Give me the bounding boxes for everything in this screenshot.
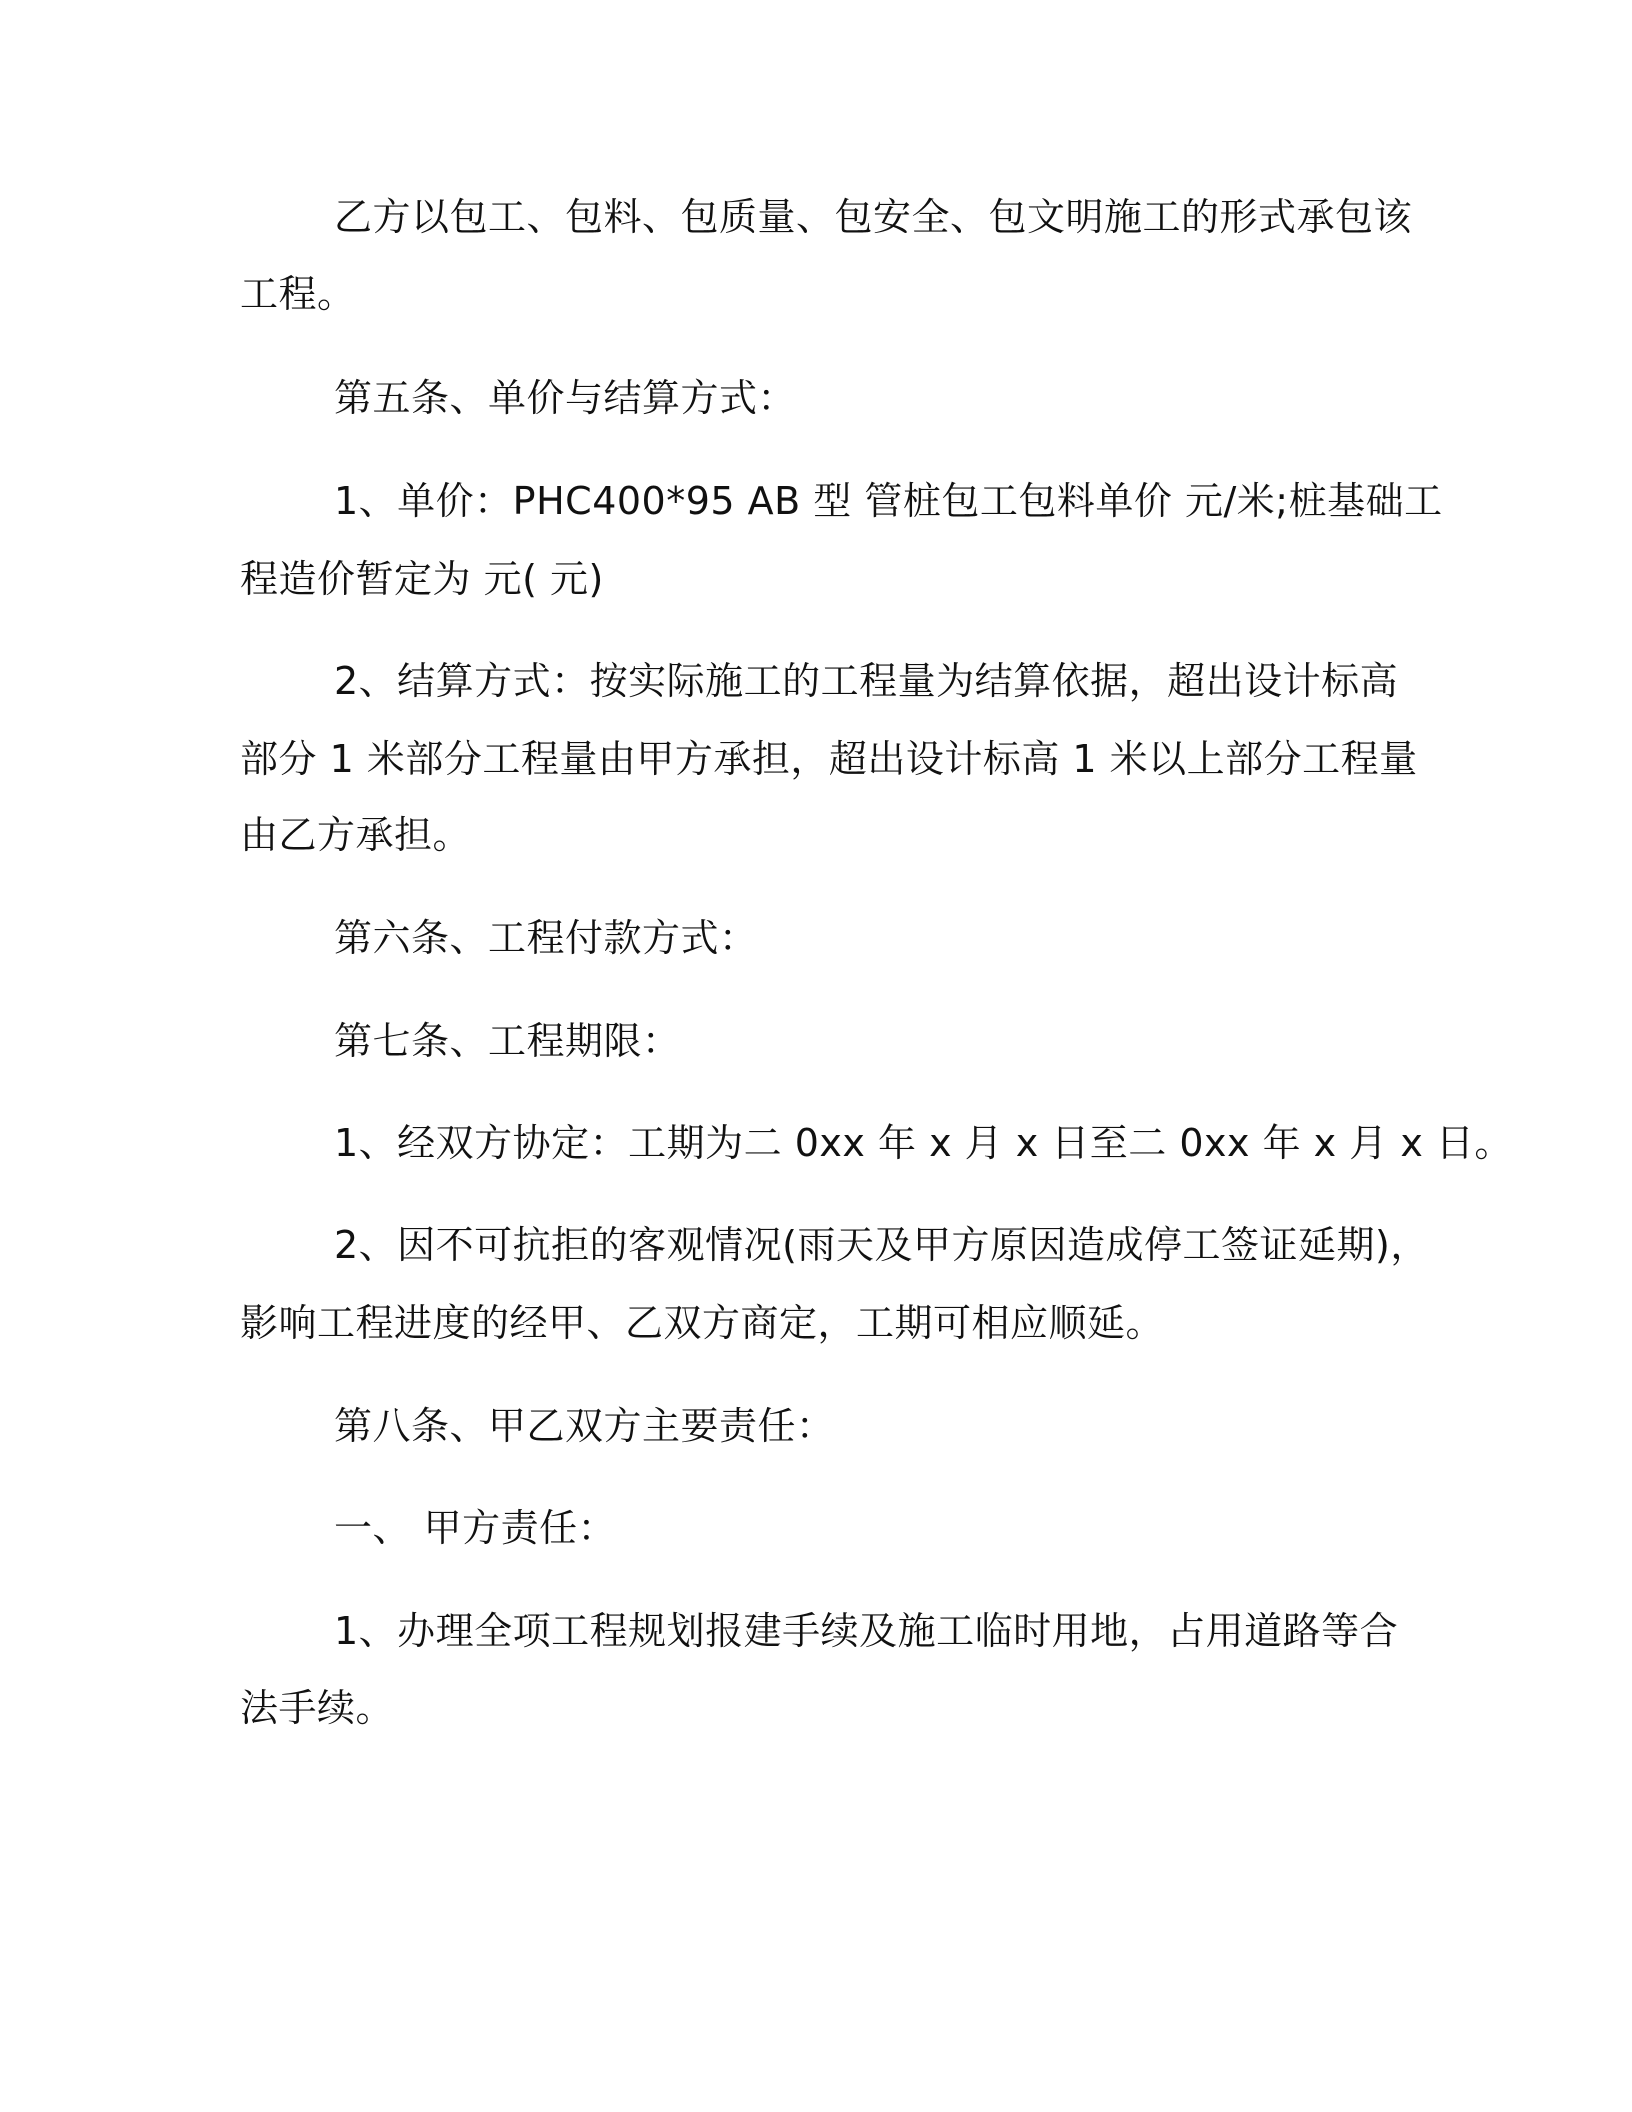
settlement-line-1: 2、结算方式：按实际施工的工程量为结算依据，超出设计标高 <box>334 659 1399 703</box>
unit-price-line-1: 1、单价：PHC400*95 AB 型 管桩包工包料单价 元/米;桩基础工 <box>334 479 1443 523</box>
party-a-duty-1-line-1: 1、办理全项工程规划报建手续及施工临时用地，占用道路等合 <box>334 1609 1399 1653</box>
force-majeure-line-1: 2、因不可抗拒的客观情况(雨天及甲方原因造成停工签证延期)， <box>334 1223 1429 1267</box>
article-8-heading: 第八条、甲乙双方主要责任： <box>334 1404 835 1448</box>
force-majeure-line-2: 影响工程进度的经甲、乙双方商定，工期可相应顺延。 <box>240 1301 1165 1345</box>
party-a-responsibility-heading: 一、 甲方责任： <box>334 1506 617 1550</box>
article-6-heading: 第六条、工程付款方式： <box>334 916 758 960</box>
schedule-agreement-line: 1、经双方协定：工期为二 0xx 年 x 月 x 日至二 0xx 年 x 月 x 日。 <box>334 1121 1513 1165</box>
article-7-heading: 第七条、工程期限： <box>334 1019 681 1063</box>
article-5-heading: 第五条、单价与结算方式： <box>334 376 797 420</box>
paragraph-contract-form-line-1: 乙方以包工、包料、包质量、包安全、包文明施工的形式承包该 <box>334 195 1413 239</box>
unit-price-line-2: 程造价暂定为 元( 元) <box>240 557 604 601</box>
paragraph-contract-form-line-2: 工程。 <box>240 272 356 316</box>
settlement-line-2: 部分 1 米部分工程量由甲方承担，超出设计标高 1 米以上部分工程量 <box>240 737 1418 781</box>
settlement-line-3: 由乙方承担。 <box>240 813 472 857</box>
party-a-duty-1-line-2: 法手续。 <box>240 1686 395 1730</box>
